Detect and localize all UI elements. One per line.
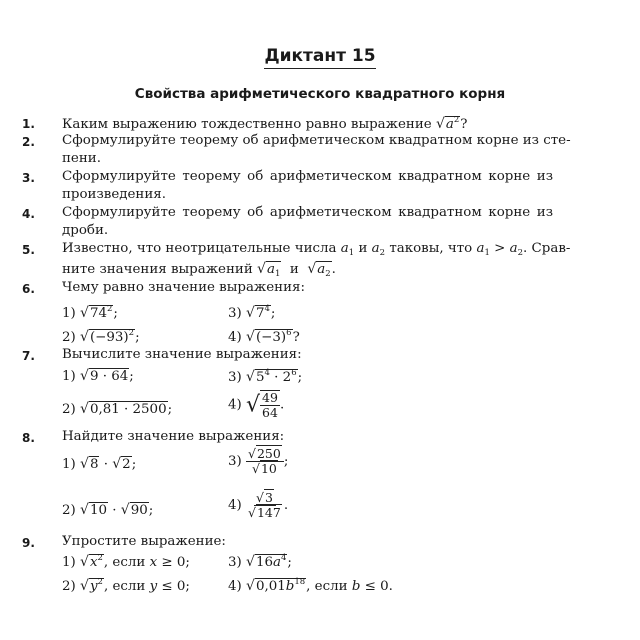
item-8-option-4: 4) $\frac{√3}{√147}$ . — [228, 490, 289, 520]
item-7-option-3: 3) $√5^4 \cdot 2^6$; — [228, 368, 303, 385]
item-number: 1. — [22, 117, 35, 131]
item-2-line-1: Сформулируйте теорему об арифметическом квадратном корне из сте- — [62, 133, 571, 148]
item-1-text: Каким выражению тождественно равно выражение $√a^2$? — [62, 115, 468, 132]
page-title: Диктант 15 — [0, 46, 640, 66]
item-9-option-1: 1) $√x^2$, если x ≥ 0; — [62, 553, 190, 570]
item-7-option-1: 1) √9 · 64; — [62, 368, 134, 384]
item-6-text: Чему равно значение выражения: — [62, 280, 305, 295]
item-number: 8. — [22, 431, 35, 445]
item-9-option-4: 4) $√0,01b^{18}$, если b ≤ 0. — [228, 577, 393, 594]
item-8-option-3: 3) $\frac{√250}{√10}$ ; — [228, 446, 289, 476]
item-8-option-2: 2) √10 · √90; — [62, 502, 154, 518]
item-9-option-3: 3) $√16a^4$; — [228, 553, 292, 570]
item-7-option-4: 4) √ $\frac{49}{64}$ . — [228, 390, 285, 420]
item-9-option-2: 2) $√y^2$, если y ≤ 0; — [62, 577, 190, 594]
item-5-line-2: ните значения выражений $√a_1$ и $√a_2$. — [62, 261, 336, 279]
item-number: 2. — [22, 135, 35, 149]
page-subtitle: Свойства арифметического квадратного корня — [134, 86, 506, 102]
item-6-option-3: 3) $√7^4$; — [228, 304, 276, 321]
item-4-line-2: дроби. — [62, 223, 109, 238]
item-9-text: Упростите выражение: — [62, 534, 226, 549]
item-7-option-2: 2) √0,81 · 2500; — [62, 401, 173, 417]
item-3-line-2: произведения. — [62, 187, 166, 202]
item-number: 5. — [22, 243, 35, 257]
item-7-text: Вычислите значение выражения: — [62, 347, 302, 362]
item-8-option-1: 1) √8 · √2; — [62, 456, 137, 472]
item-2-line-2: пени. — [62, 151, 101, 166]
item-6-option-4: 4) $√(-3)^6$? — [228, 328, 300, 345]
item-number: 6. — [22, 282, 35, 296]
item-number: 4. — [22, 207, 35, 221]
item-number: 3. — [22, 171, 35, 185]
item-6-option-2: 2) $√(-93)^2$; — [62, 328, 140, 345]
item-6-option-1: 1) $√74^2$; — [62, 304, 118, 321]
item-4-line-1: Сформулируйте теорему об арифметическом квадратном корне из — [62, 205, 553, 220]
item-number: 7. — [22, 349, 35, 363]
item-3-line-1: Сформулируйте теорему об арифметическом квадратном корне из — [62, 169, 553, 184]
item-5-line-1: Известно, что неотрицательные числа $a_1$ и $a_2$ таковы, что $a_1 > a_2$. Срав- — [62, 241, 571, 258]
item-8-text: Найдите значение выражения: — [62, 429, 285, 444]
item-number: 9. — [22, 536, 35, 550]
